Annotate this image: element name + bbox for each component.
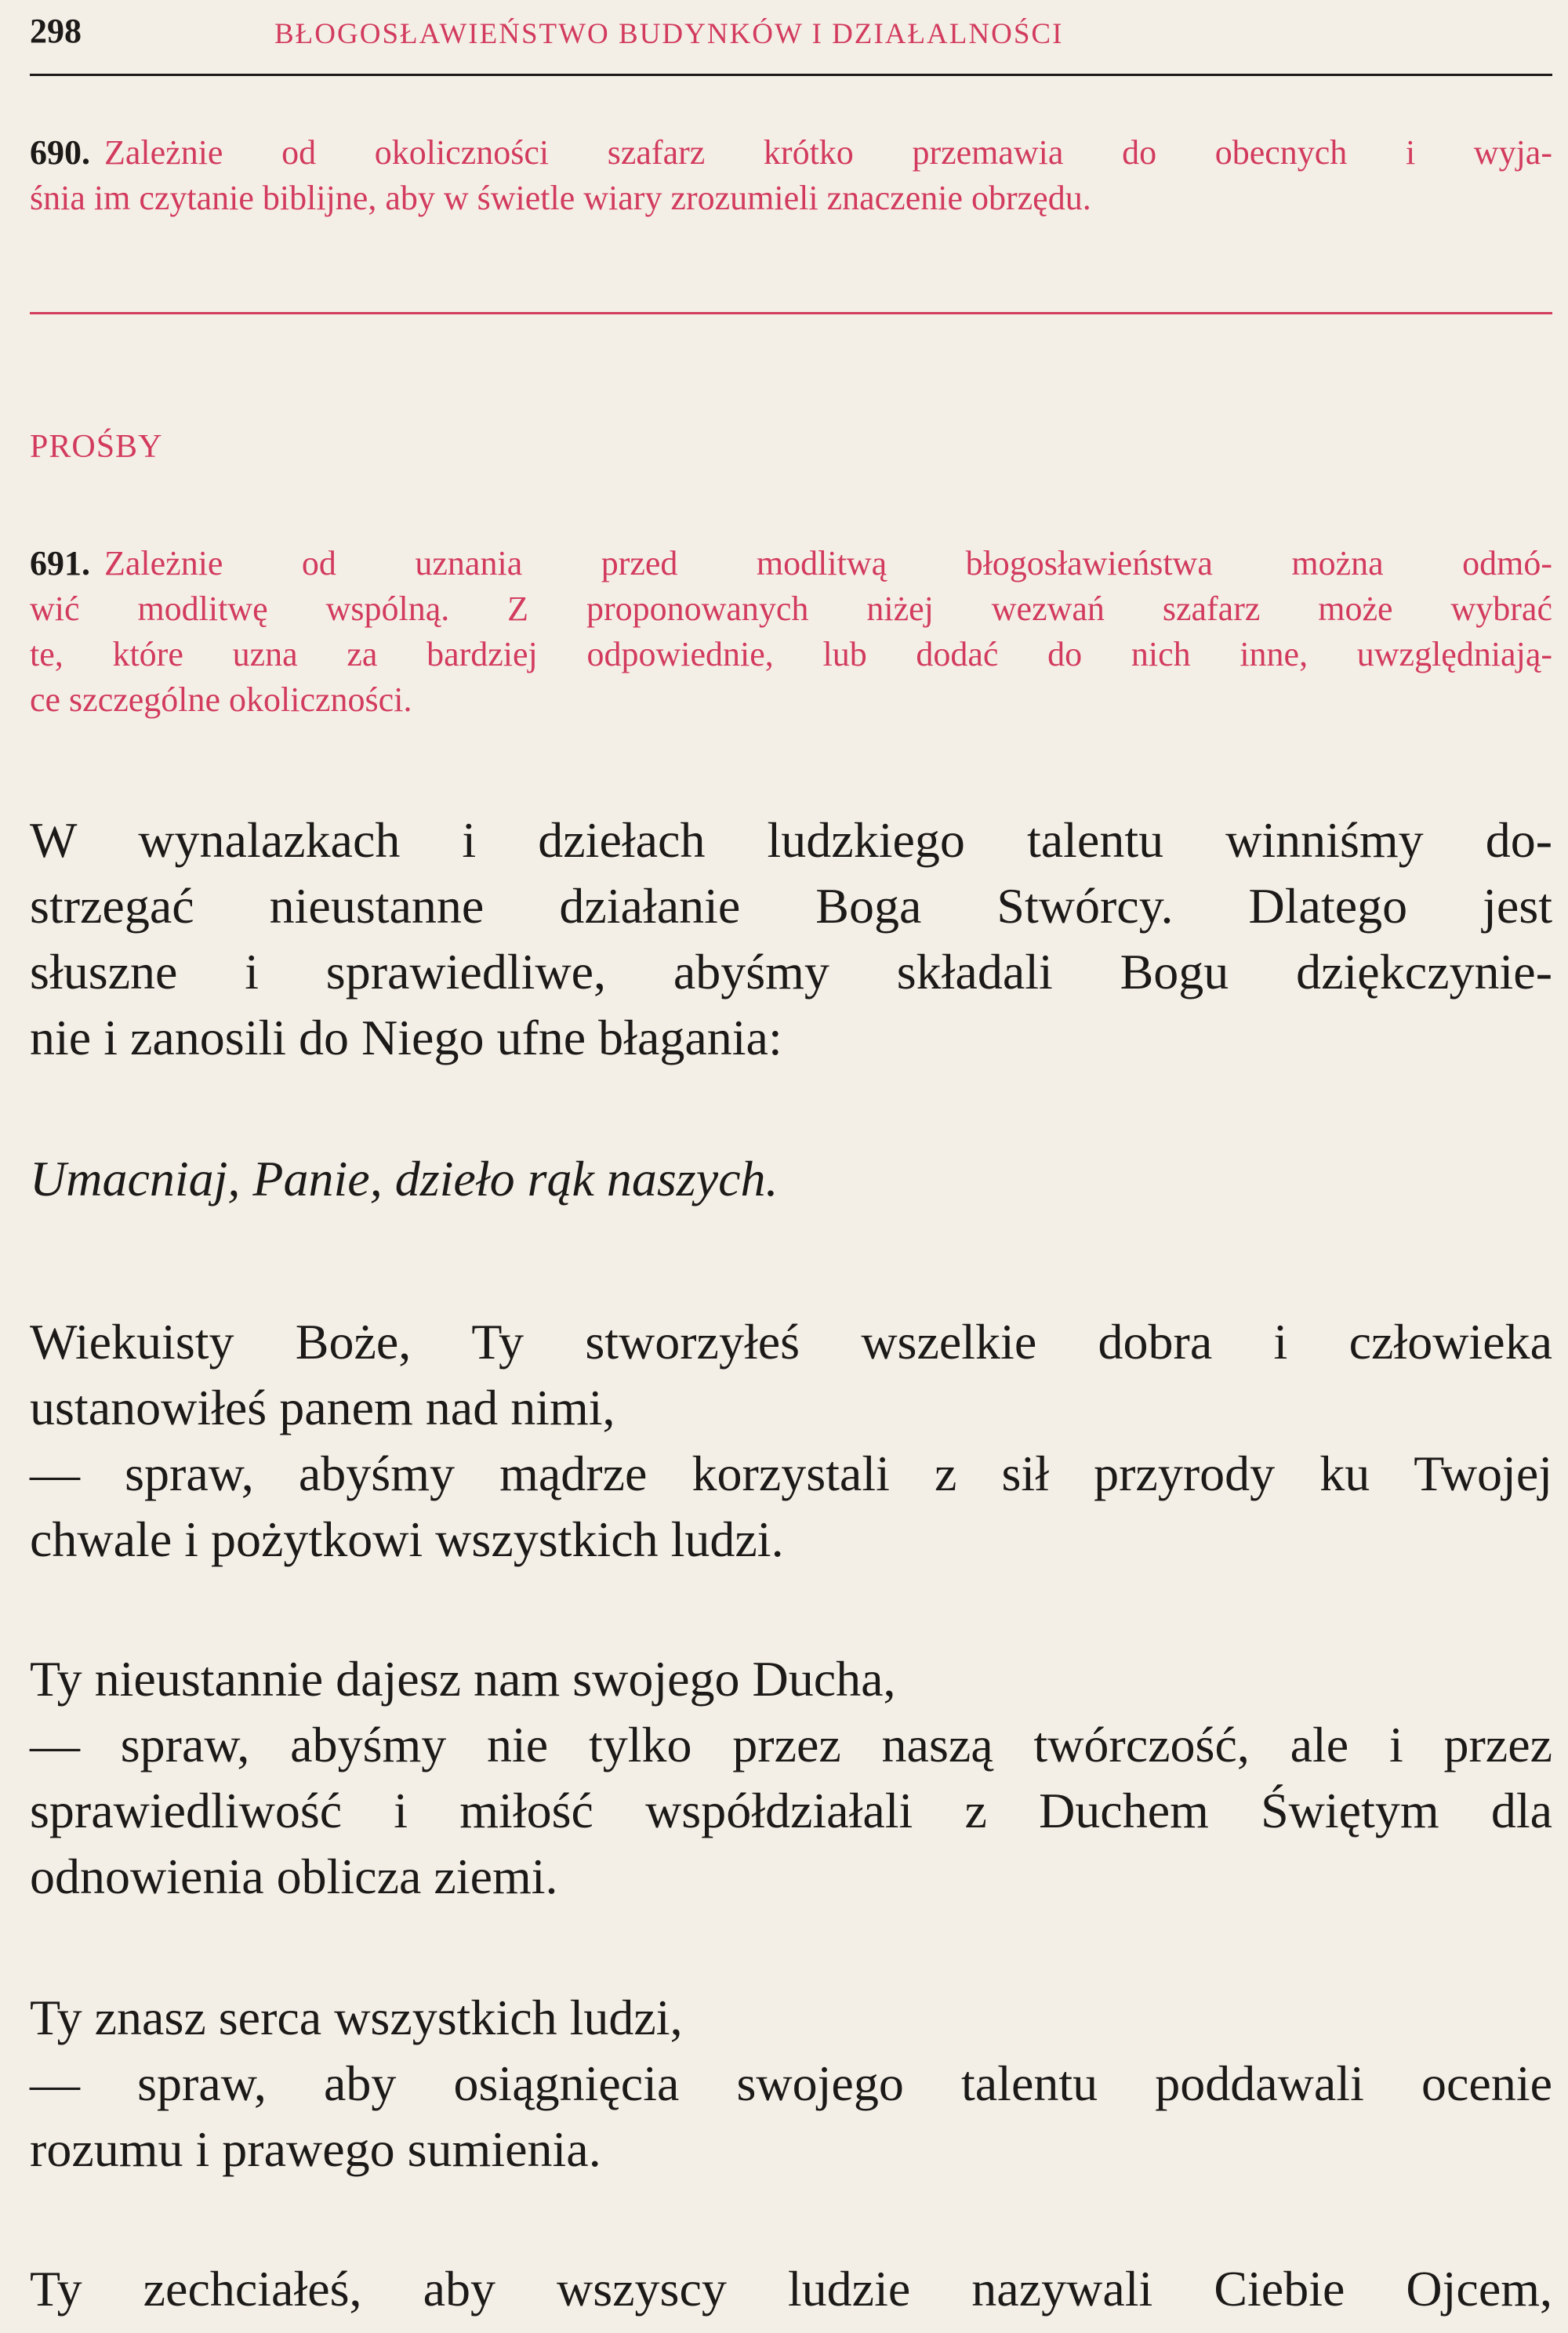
petition-line: — spraw, aby osiągnięcia swojego talentu poddawali ocenie [30, 2055, 1552, 2111]
petition-line: Ty nieustannie dajesz nam swojego Ducha, [30, 1651, 896, 1707]
petition [30, 2256, 1552, 2322]
header-rule [30, 74, 1552, 76]
intro-line: słuszne i sprawiedliwe, abyśmy składali Bogu dziękczynie- [30, 944, 1552, 1000]
page-header [30, 5, 1551, 67]
petition-line: Ty zechciałeś, aby wszyscy ludzie nazywali Ciebie Ojcem, [30, 2261, 1552, 2317]
rubric-690-line-2: śnia im czytanie biblijne, aby w świetle wiary zrozumieli znaczenie obrzędu. [30, 179, 1091, 217]
rubric-691-line-3: te, które uzna za bardziej odpowiednie, lub dodać do nich inne, uwzględniają- [30, 635, 1552, 673]
rubric-690 [30, 130, 1552, 221]
intro-line: nie i zanosili do Niego ufne błagania: [30, 1010, 782, 1065]
petition [30, 1985, 1552, 2182]
rubric-691 [30, 541, 1552, 723]
petition-line: ustanowiłeś panem nad nimi, [30, 1380, 615, 1435]
intro-line: strzegać nieustanne działanie Boga Stwórcy. Dlatego jest [30, 878, 1552, 934]
paragraph-number: 691. [30, 544, 90, 582]
petition [30, 1309, 1552, 1573]
intro-line: W wynalazkach i dziełach ludzkiego talentu winniśmy do- [30, 812, 1552, 868]
rubric-691-line-4: ce szczególne okoliczności. [30, 680, 412, 719]
response-line: Umacniaj, Panie, dzieło rąk naszych. [30, 1151, 779, 1206]
running-title: BŁOGOSŁAWIEŃSTWO BUDYNKÓW I DZIAŁALNOŚCI [274, 18, 1064, 50]
petition-line: rozumu i prawego sumienia. [30, 2121, 601, 2177]
intro-paragraph [30, 807, 1552, 1071]
petition-line: Ty znasz serca wszystkich ludzi, [30, 1990, 683, 2045]
section-divider [30, 312, 1552, 314]
page-number: 298 [30, 12, 82, 50]
petition [30, 1646, 1552, 1910]
petition-line: — spraw, abyśmy nie tylko przez naszą twórczość, ale i przez [30, 1717, 1552, 1772]
petition-line: — spraw, abyśmy mądrze korzystali z sił przyrody ku Twojej [30, 1446, 1552, 1501]
section-heading: PROŚBY [30, 429, 163, 465]
rubric-691-line-2: wić modlitwę wspólną. Z proponowanych niżej wezwań szafarz może wybrać [30, 590, 1552, 628]
petition-line: chwale i pożytkowi wszystkich ludzi. [30, 1511, 784, 1567]
petition-line: odnowienia oblicza ziemi. [30, 1849, 558, 1904]
petition-line: Wiekuisty Boże, Ty stworzyłeś wszelkie dobra i człowieka [30, 1314, 1552, 1370]
rubric-691-line-1: 691. Zależnie od uznania przed modlitwą błogosławieństwa można odmó- [30, 544, 1552, 582]
paragraph-number: 690. [30, 133, 90, 172]
rubric-690-line-1: 690. Zależnie od okoliczności szafarz krótko przemawia do obecnych i wyja- [30, 133, 1552, 172]
petition-line: sprawiedliwość i miłość współdziałali z Duchem Świętym dla [30, 1783, 1552, 1838]
